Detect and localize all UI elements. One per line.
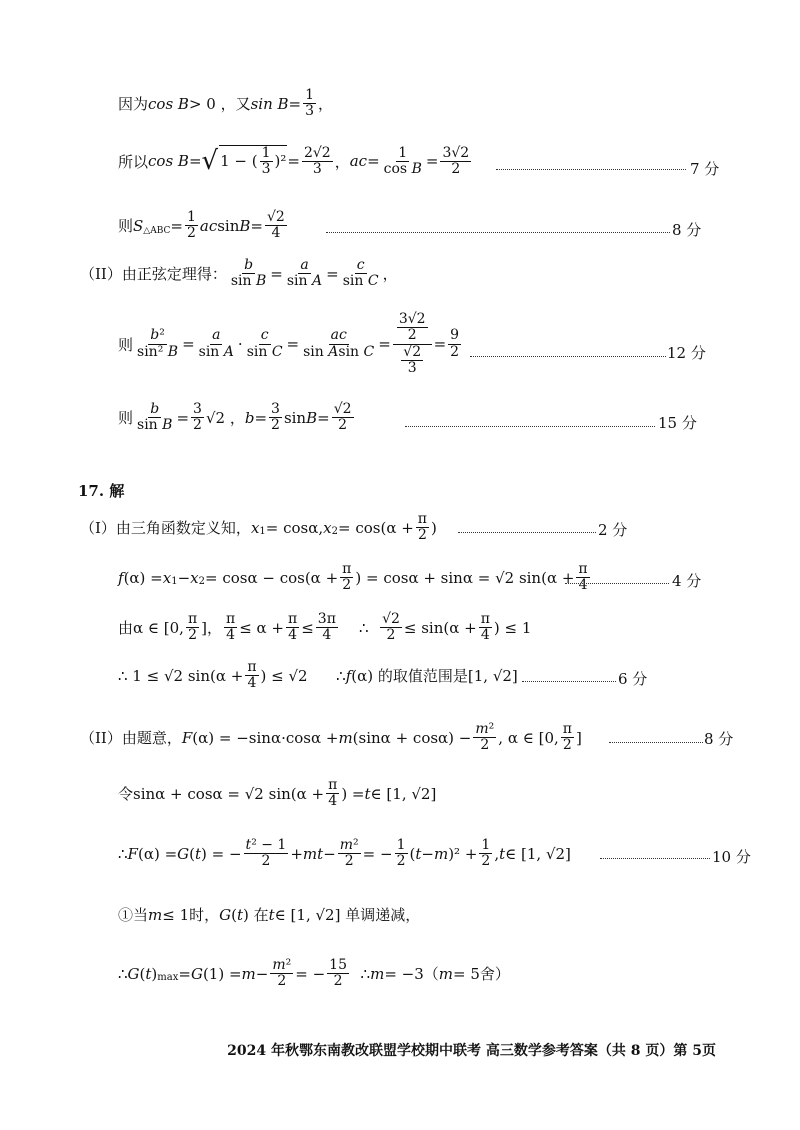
leader-dots (522, 681, 616, 682)
score-label: 15 分 (658, 414, 697, 432)
score-label: 4 分 (672, 572, 702, 590)
answer-line-5: 则 $\frac{\text{b²}}{\text{sin² B}}$ = $\frac{a}{\text{sin A}}$ · $\frac{c}{\text{sin C}}$ = $\frac{ac}{\text{sin Asin C}}$ = $\frac{\frac{3√2}{2}}{\frac{√2}{3}}$ = $\frac{9}{2}$ (118, 311, 460, 377)
answer-line-6: 则 $\frac{b}{\text{sin B}}$ = $\frac{3}{2}$ √2 ， b = $\frac{3}{2}$ sin B = $\frac{√2}{2}$ (118, 401, 352, 434)
score-label: 10 分 (712, 848, 751, 866)
answer-line-13: 令sinα + cosα = √2 sin(α + $\frac{\pi}{4}$ ) = t ∈ [1, √2] (118, 777, 437, 810)
answer-line-1: 因为 cos B > 0 ，又 sin B = $\frac{1}{3}$ ， (118, 87, 334, 120)
leader-dots (458, 532, 596, 533)
answer-line-3: 则 S △ABC = $\frac{1}{2}$ ac sin B = $\frac{√2}{4}$ (118, 209, 285, 242)
answer-line-16: ∴ G ( t ) max = G (1) = m − $\frac{\text{m²}}{2}$ = − $\frac{15}{2}$ ∴ m = −3（ m = 5舍） (118, 957, 510, 990)
score-label: 8 分 (704, 730, 734, 748)
answer-line-9: f (α) = x 1 − x 2 = cosα − cos(α + $\frac{\pi}{2}$ ) = cosα + sinα = √2 sin(α + $\frac{\pi}{4}$ (118, 561, 588, 594)
answer-line-10: 由α ∈ [0, $\frac{\pi}{2}$ ]， $\frac{\pi}{4}$ ≤ α + $\frac{\pi}{4}$ ≤ $\frac{3\pi}{4}$ ∴ $\frac{√2}{2}$ ≤ sin(α + $\frac{\pi}{4}$ ) ≤ 1 (118, 611, 532, 644)
answer-line-15: ①当 m ≤ 1时， G ( t ) 在 t ∈ [1, √2] 单调递减， (118, 905, 421, 924)
leader-dots (496, 169, 686, 170)
answer-line-8: （I）由三角函数定义知， x 1 = cosα, x 2 = cos(α + $\frac{\pi}{2}$ ) (80, 511, 437, 544)
answer-line-11: ∴ 1 ≤ √2 sin(α + $\frac{\pi}{4}$ ) ≤ √2 ∴ f (α) 的取值范围是[1, √2] (118, 659, 518, 692)
score-label: 6 分 (618, 670, 648, 688)
answer-line-12: （II）由题意， F (α) = −sinα·cosα + m (sinα + cosα) − $\frac{\text{m²}}{2}$ , α ∈ [0, $\frac{\pi}{2}$ ] (80, 721, 582, 754)
leader-dots (609, 742, 703, 743)
leader-dots (600, 858, 710, 859)
answer-line-2: 所以 cos B = √ 1 − ( $\frac{1}{3}$ )² = $\frac{2√2}{3}$ ， ac = $\frac{1}{\text{cos B}}$ = $\frac{3√2}{2}$ (118, 144, 470, 178)
score-label: 2 分 (598, 521, 628, 539)
answer-line-14: ∴ F (α) = G ( t ) = − $\frac{\text{t² − 1}}{2}$ + mt − $\frac{\text{m²}}{2}$ = − $\frac{1}{2}$ ( t − m )² + $\frac{1}{2}$ , t ∈ [1, √2] (118, 837, 571, 870)
leader-dots (565, 583, 669, 584)
leader-dots (405, 426, 655, 427)
footer-text: 2024 年秋鄂东南教改联盟学校期中联考 高三数学参考答案（共 8 页）第 5页 (227, 1043, 716, 1059)
leader-dots (326, 232, 670, 233)
score-label: 7 分 (690, 160, 720, 178)
score-label: 12 分 (667, 344, 706, 362)
leader-dots (470, 356, 666, 357)
score-label: 8 分 (672, 221, 702, 239)
answer-line-4: （II）由正弦定理得： $\frac{b}{\text{sin B}}$ = $\frac{a}{\text{sin A}}$ = $\frac{c}{\text{sin C}}$ ， (80, 257, 398, 290)
section-heading: 17. 解 (78, 482, 125, 500)
